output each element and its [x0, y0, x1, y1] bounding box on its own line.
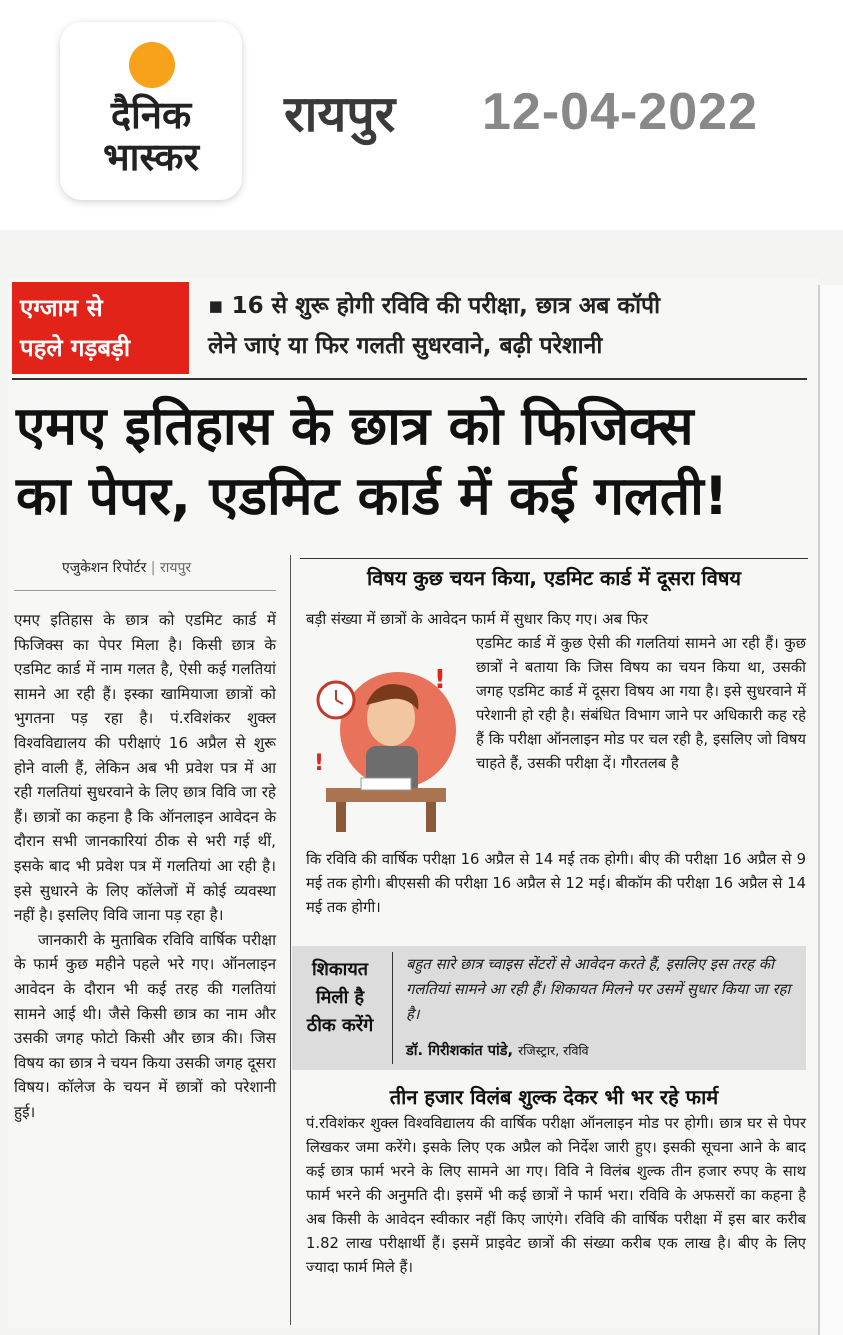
kicker-label — [12, 282, 189, 374]
logo-wordmark — [74, 94, 228, 178]
quote-label-line1: शिकायत — [311, 959, 369, 980]
divider — [14, 590, 276, 591]
divider — [12, 378, 807, 380]
column-divider — [290, 555, 291, 1325]
section-body-wrap: एडमिट कार्ड में कुछ ऐसी की गलतियां सामने आ रही हैं। कुछ छात्रों ने बताया कि जिस विषय का चयन किया था, उसकी जगह एडमिट कार्ड में दूसरा विषय आ गया है। इसे सुधरवाने में परेशानी हो रही है। संबंधित विभाग जाने पर अधिकारी कह रहे हैं कि परीक्षा ऑनलाइन मोड पर चल रही है, इसलिए जो विषय चाहते हैं, उसकी परीक्षा दें। गौरतलब है — [476, 635, 806, 772]
quote-label-line3: ठीक करेंगे — [306, 1015, 374, 1036]
quote-author-name: डॉ. गिरीशकांत पांडे, — [406, 1043, 513, 1059]
quote-divider — [392, 952, 393, 1064]
dainik-bhaskar-logo — [60, 22, 242, 200]
quote-label-line2: मिली है — [315, 987, 365, 1008]
body-paragraph: एमए इतिहास के छात्र को एडमिट कार्ड में फिजिक्स का पेपर मिला है। किसी छात्र के एडमिट कार्ड में नाम गलत है, ऐसी कई गलतियां सामने आ रही हैं। इस्का खामियाजा छात्रों को भुगतना पड़ रहा है। पं.रविशंकर शुक्ल विश्वविद्यालय की परीक्षाएं 16 अप्रैल से शुरू होने वाली हैं, लेकिन अब भी प्रवेश पत्र में आ रही गलतियां सुधरवाने के लिए छात्र विवि जा रहे हैं। छात्रों का कहना है कि ऑनलाइन आवेदन के दौरान सभी जानकारियां ठीक से भरी गई थीं, इसके बाद भी प्रवेश पत्र में गलतियां आ रही है। इसे सुधारने के लिए कॉलेजों में कोई व्यवस्था नहीं है। इसलिए विवि जाना पड़ रहा है। — [14, 611, 276, 925]
section-body: पं.रविशंकर शुक्ल विश्वविद्यालय की वार्षिक परीक्षा ऑनलाइन मोड पर होगी। छात्र घर से पेपर लिखकर जमा करेंगे। इसके लिए एक अप्रैल को निर्देश जारी हुए। इसकी सूचना आने के बाद कई छात्र फार्म भरने के लिए सामने आ गए। विवि ने विलंब शुल्क तीन हजार रुपए के साथ फार्म भरने की अनुमति दी। इसमें भी कई छात्रों ने फार्म भरा। रविवि के अफसरों का कहना है अब किसी के आवेदन स्वीकार नहीं किए जाएंगे। रविवि की वार्षिक परीक्षा में इस बार करीब 1.82 लाख परीक्षार्थी हैं। इसमें प्राइवेट छात्रों की संख्या करीब एक लाख है। बीए के लिए ज्यादा फार्म मिले हैं। — [306, 1115, 806, 1276]
section-title: विषय कुछ चयन किया, एडमिट कार्ड में दूसरा विषय — [366, 566, 741, 590]
section-body-rest: कि रविवि की वार्षिक परीक्षा 16 अप्रैल से 14 मई तक होगी। बीए की परीक्षा 16 अप्रैल से 9 मई तक होगी। बीएससी की परीक्षा 16 अप्रैल से 12 मई। बीकॉम की परीक्षा 16 अप्रैल से 14 मई तक होगी। — [306, 851, 806, 916]
byline-separator: | — [150, 560, 156, 576]
quote-author — [406, 1040, 802, 1060]
article-subhead — [208, 286, 808, 366]
byline — [62, 558, 282, 577]
svg-text:!: ! — [434, 665, 446, 695]
article-headline — [16, 392, 816, 532]
logo-text-line2: भास्कर — [102, 135, 200, 179]
quote-label — [294, 956, 386, 1040]
headline-line1: एमए इतिहास के छात्र को फिजिक्स — [16, 396, 694, 457]
newspaper-header — [0, 0, 843, 230]
quote-author-role: रजिस्ट्रार, रविवि — [518, 1043, 589, 1058]
kicker-line2: पहले गड़बड़ी — [20, 334, 131, 362]
section-body-line: बड़ी संख्या में छात्रों के आवेदन फार्म में सुधार किए गए। अब फिर — [306, 611, 649, 628]
stressed-student-illustration — [306, 660, 466, 835]
byline-city: रायपुर — [159, 560, 192, 576]
adjacent-column-edge — [818, 285, 843, 1335]
subhead-line1: ▪ 16 से शुरू होगी रविवि की परीक्षा, छात्र अब कॉपी — [208, 293, 661, 319]
body-paragraph: जानकारी के मुताबिक रविवि वार्षिक परीक्षा के फार्म कुछ महीने पहले भरे गए। ऑनलाइन आवेदन के दौरान भी कई तरह की गलतियां सामने आई थी। जैसे किसी छात्र का नाम और उसकी जगह फोटो किसी और छात्र की। जिस विषय का छात्र ने चयन किया उसकी जगह दूसरा विषय। कॉलेज के चयन में छात्रों को परेशानी हुई। — [14, 930, 276, 1121]
section-title: तीन हजार विलंब शुल्क देकर भी भर रहे फार्म — [389, 1085, 719, 1109]
headline-line2: का पेपर, एडमिट कार्ड में कई गलती! — [16, 466, 729, 527]
left-column-body — [14, 608, 276, 1124]
edition-date: 12-04-2022 — [482, 83, 758, 141]
kicker-line1: एग्जाम से — [20, 294, 103, 322]
divider — [300, 558, 808, 559]
svg-text:!: ! — [314, 751, 325, 776]
quote-text: बहुत सारे छात्र च्वाइस सेंटरों से आवेदन करते हैं, इसलिए इस तरह की गलतियां सामने आ रही हैं। शिकायत मिलने पर उसमें सुधार किया जा रहा है। — [406, 956, 791, 1023]
subhead-line2: लेने जाएं या फिर गलती सुधरवाने, बढ़ी परेशानी — [208, 333, 603, 359]
edition-city: रायपुर — [284, 85, 396, 143]
byline-reporter: एजुकेशन रिपोर्टर — [62, 560, 147, 576]
logo-text-line1: दैनिक — [110, 93, 192, 137]
logo-sun-icon — [129, 42, 175, 88]
